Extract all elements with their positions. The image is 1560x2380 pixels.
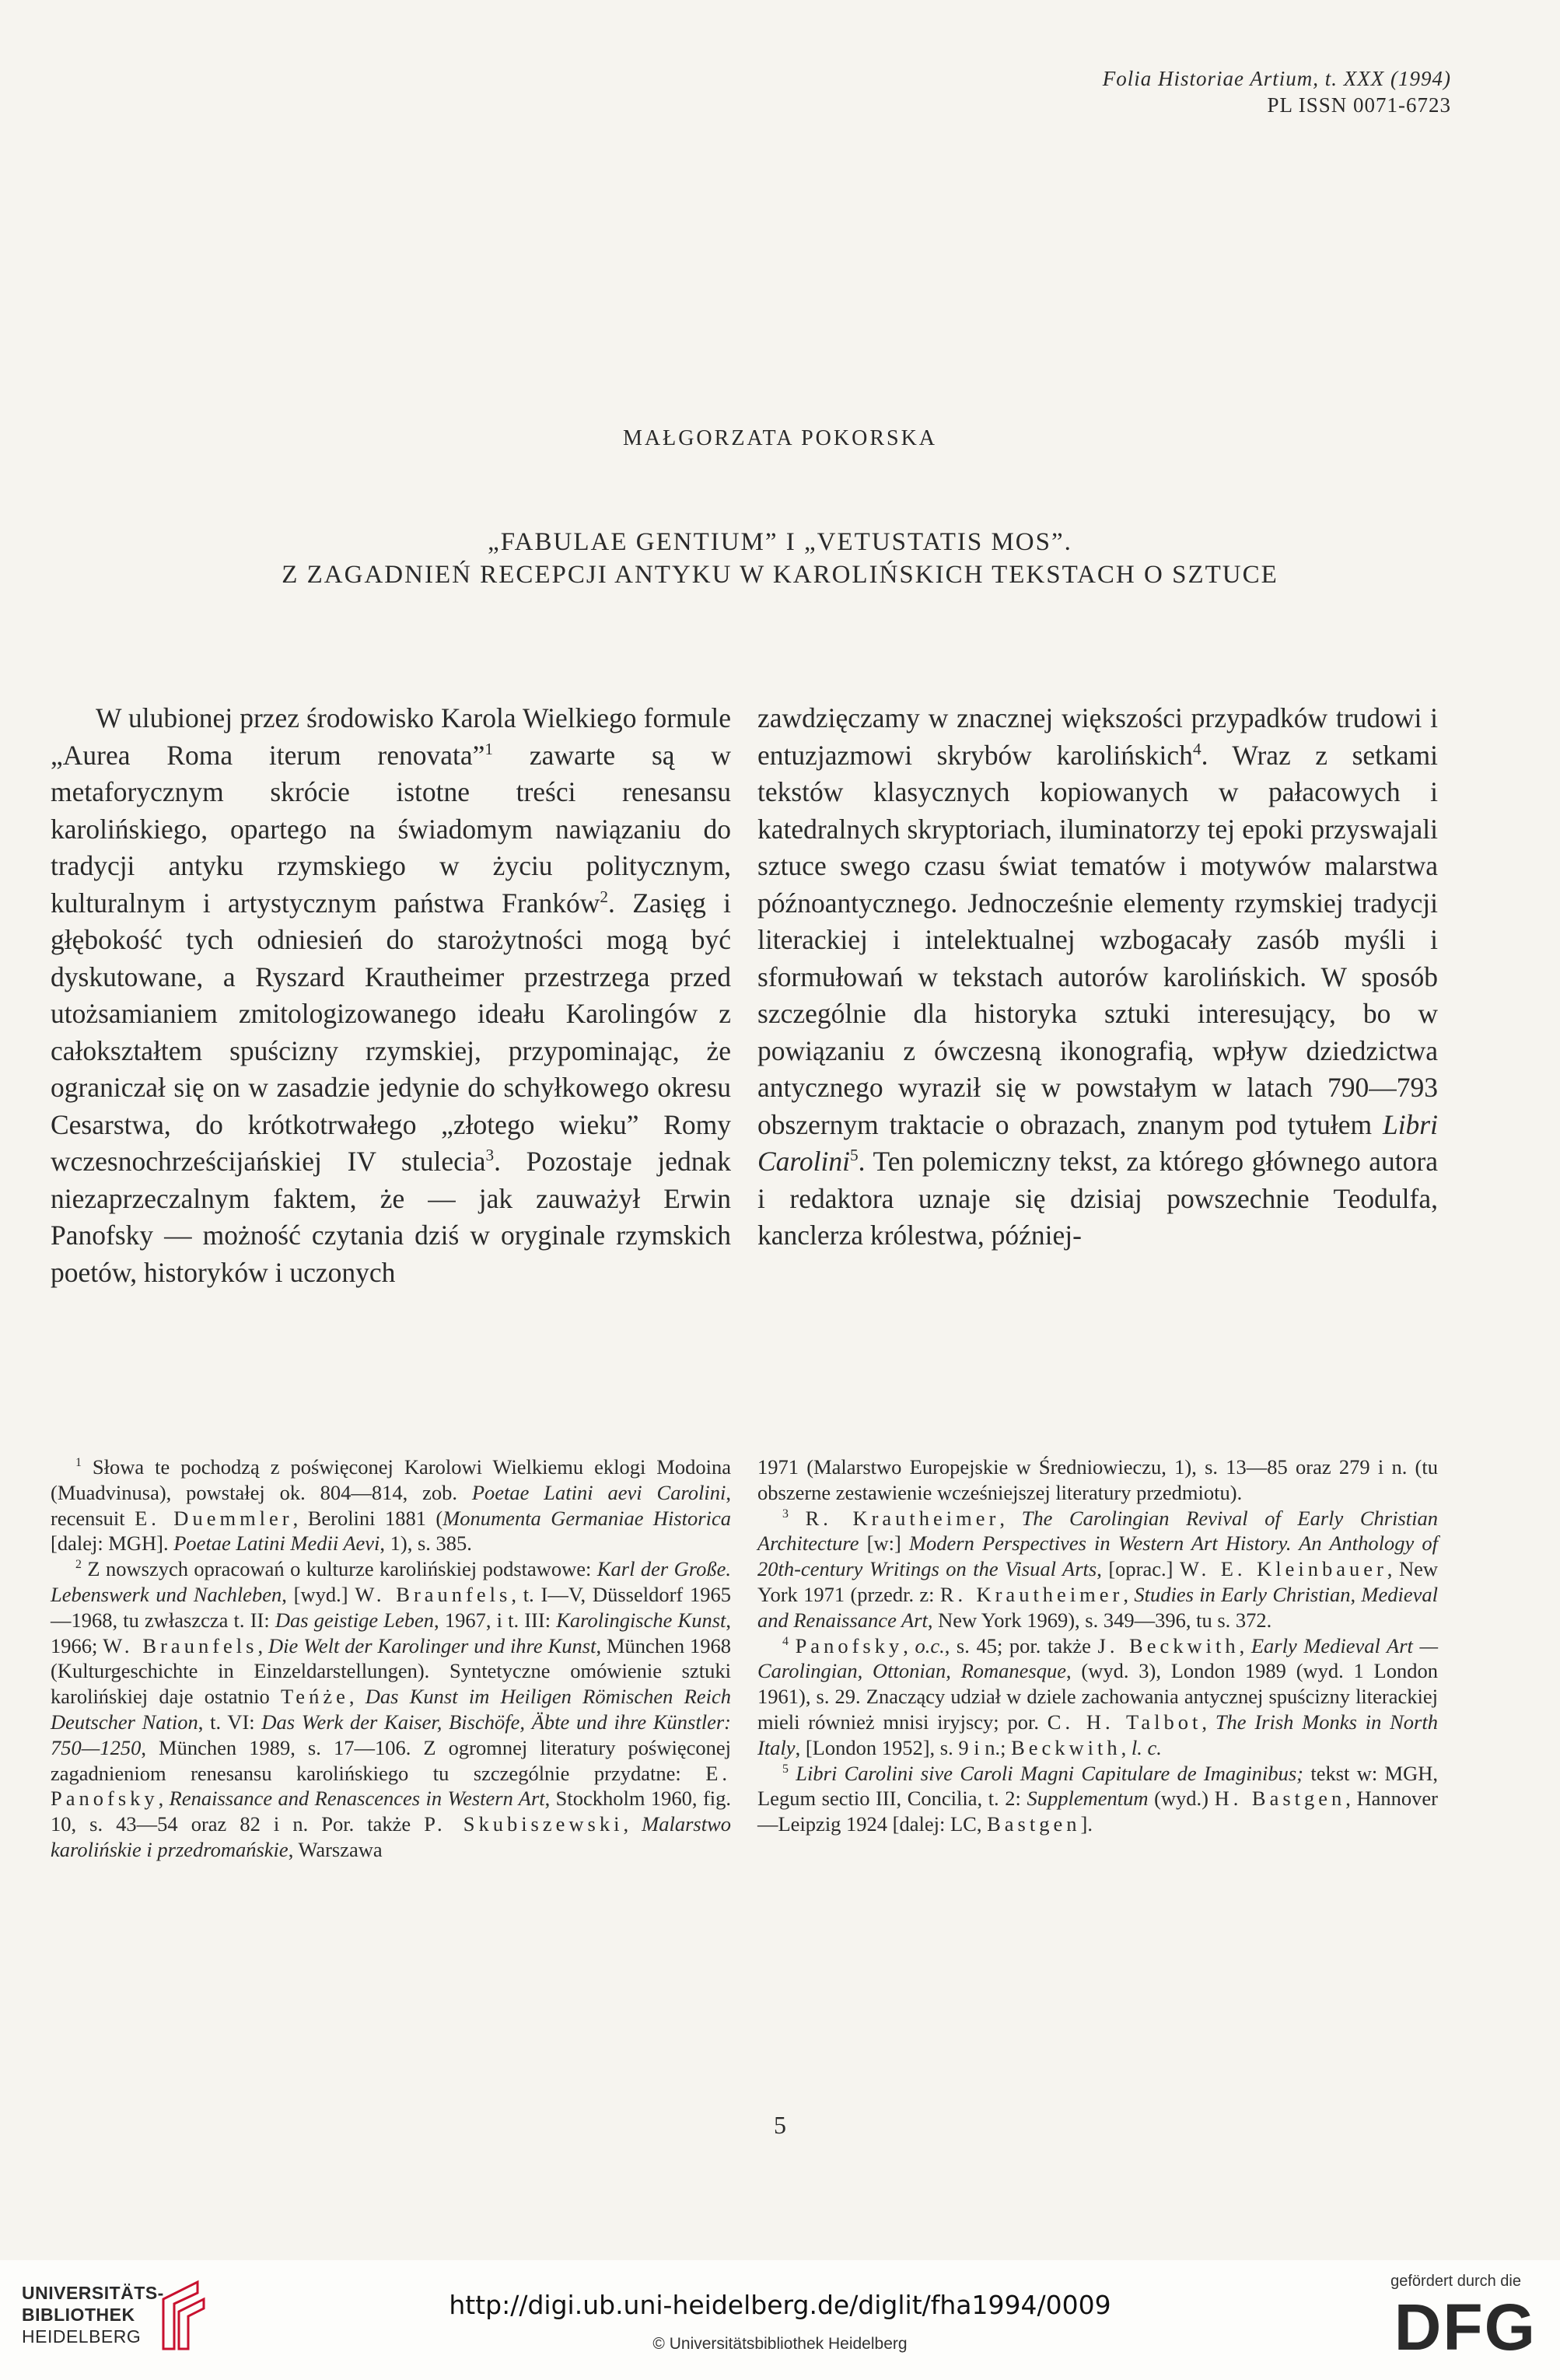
footnote-ref: 5 xyxy=(850,1146,859,1165)
journal-citation: Folia Historiae Artium, t. XXX (1994) xyxy=(1102,67,1451,90)
body-paragraph: W ulubionej przez środowisko Karola Wielkiego formule „Aurea Roma iterum renovata”$^1$ zawarte są w metaforycznym skrócie istotne treści renesansu karolińskiego, opartego na świadomym nawiązaniu do tradycji antyku rzymskiego w życiu politycznym, kulturalnym i artystycznym państwa Franków$^2$. Zasięg i głębokość tych odniesień do starożytności mogą być dyskutowane, a Ryszard Krautheimer przestrzega przed utożsamianiem zmitologizowanego ideału Karolingów z całokształtem spuścizny rzymskiej, przypominając, że ograniczał się on w zasadzie jedynie do schyłkowego okresu Cesarstwa, do krótkotrwałego „złotego wieku” Romy wczesnochrześcijańskiej IV stulecia$^3$. Pozostaje jednak niezaprzeczalnym faktem, że — jak zauważył Erwin Panofsky — możność czytania dziś w oryginale rzymskich poetów, historyków i uczonych xyxy=(51,702,731,1288)
page-number: 5 xyxy=(774,2111,786,2139)
footnote-ref: 1 xyxy=(484,739,493,758)
footnote-2-continued: 1971 (Malarstwo Europejskie w Średniowieczu, 1), s. 13—85 oraz 279 i n. (tu obszerne zestawienie wcześniejszej literatury przedmiotu). xyxy=(757,1455,1438,1504)
funding-label: gefördert durch die xyxy=(1390,2273,1521,2290)
footnote-5: $^5$ Libri Carolini sive Caroli Magni Capitulare de Imaginibus; tekst w: MGH, Legum sectio III, Concilia, t. 2: Supplementum (wyd.) H. Bastgen, Hannover—Leipzig 1924 [dalej: LC, Bastgen]. xyxy=(757,1761,1438,1836)
journal-issn: PL ISSN 0071-6723 xyxy=(1267,93,1451,117)
digitization-footer xyxy=(0,2260,1560,2380)
library-logo: UNIVERSITÄTS- BIBLIOTHEK HEIDELBERG xyxy=(22,2283,164,2347)
footnote-3: $^3$ R. Krautheimer, The Carolingian Revival of Early Christian Architecture [w:] Modern Perspectives in Western Art History. An Anthology of 20th-century Writings on the Visual Arts, [oprac.] W. E. Kleinbauer, New York 1971 (przedr. z: R. Krautheimer, Studies in Early Christian, Medieval and Renaissance Art, New York 1969), s. 349—396, tu s. 372. xyxy=(757,1506,1439,1632)
article-author: MAŁGORZATA POKORSKA xyxy=(622,426,938,450)
title-line-2: Z ZAGADNIEŃ RECEPCJI ANTYKU W KAROLIŃSKICH TEKSTACH O SZTUCE xyxy=(282,561,1278,589)
body-paragraph: zawdzięczamy w znacznej większości przypadków trudowi i entuzjazmowi skrybów karolińskich$^4$. Wraz z setkami tekstów klasycznych kopiowanych w pałacowych i katedralnych skryptoriach, iluminatorzy tej epoki przyswajali sztuce swego czasu świat tematów i motywów malarstwa późnoantycznego. Jednocześnie elementy rzymskiej tradycji literackiej i intelektualnej wzbogacały zasób myśli i sformułowań w tekstach autorów karolińskich. W sposób szczególnie dla historyka sztuki interesujący, bo w powiązaniu z ówczesną ikonografią, wpływ dziedzictwa antycznego wyraził się w powstałym w latach 790—793 obszernym traktacie o obrazach, znanym pod tytułem Libri Carolini$^5$. Ten polemiczny tekst, za którego głównego autora i redaktora uznaje się dzisiaj powszechnie Teodulfa, kanclerza królestwa, później- xyxy=(757,702,1438,1251)
permalink-url[interactable]: http://digi.ub.uni-heidelberg.de/diglit/fha1994/0009 xyxy=(449,2290,1111,2320)
title-line-1: „FABULAE GENTIUM” I „VETUSTATIS MOS”. xyxy=(488,528,1072,556)
dfg-logo: DFG xyxy=(1394,2291,1537,2364)
footnotes-right xyxy=(757,1454,1438,1837)
article-title xyxy=(78,526,1482,591)
footnote-ref: 2 xyxy=(600,887,609,906)
body-column-left xyxy=(51,700,731,1291)
journal-header xyxy=(1103,65,1451,118)
book-title: Libri Carolini xyxy=(757,1108,1438,1177)
footnotes-left xyxy=(51,1454,731,1863)
footnote-ref: 3 xyxy=(485,1146,495,1165)
copyright-notice: © Universitätsbibliothek Heidelberg xyxy=(652,2335,908,2353)
footnote-2: $^2$ Z nowszych opracowań o kulturze karolińskiej podstawowe: Karl der Große. Lebenswerk und Nachleben, [wyd.] W. Braunfels, t. I—V, Düsseldorf 1965—1968, tu zwłaszcza t. II: Das geistige Leben, 1967, i t. III: Karolingische Kunst, 1966; W. Braunfels, Die Welt der Karolinger und ihre Kunst, München 1968 (Kulturgeschichte in Einzeldarstellungen). Syntetyczne omówienie sztuki karolińskiej daje ostatnio Teńże, Das Kunst im Heiligen Römischen Reich Deutscher Nation, t. VI: Das Werk der Kaiser, Bischöfe, Äbte und ihre Künstler: 750—1250, München 1989, s. 17—106. Z ogromnej literatury poświęconej zagadnieniom renesansu karolińskiego tu szczególnie przydatne: E. Panofsky, Renaissance and Renascences in Western Art, Stockholm 1960, fig. 10, s. 43—54 oraz 82 i n. Por. także P. Skubiszewski, Malarstwo karolińskie i przedromańskie, Warszawa xyxy=(51,1557,732,1861)
footnote-ref: 4 xyxy=(1192,739,1201,758)
body-column-right xyxy=(757,700,1438,1255)
footnote-4: $^4$ Panofsky, o.c., s. 45; por. także J. Beckwith, Early Medieval Art — Carolingian, Ottonian, Romanesque, (wyd. 3), London 1989 (wyd. 1 London 1961), s. 29. Znaczący udział w dziele zachowania antycznej spuścizny literackiej mieli również mnisi iryjscy; por. C. H. Talbot, The Irish Monks in North Italy, [London 1952], s. 9 i n.; Beckwith, l. c. xyxy=(757,1633,1439,1759)
footnote-1: $^1$ Słowa te pochodzą z poświęconej Karolowi Wielkiemu eklogi Modoina (Muadvinusa), powstałej ok. 804—814, zob. Poetae Latini aevi Carolini, recensuit E. Duemmler, Berolini 1881 (Monumenta Germaniae Historica [dalej: MGH]. Poetae Latini Medii Aevi, 1), s. 385. xyxy=(51,1455,731,1556)
